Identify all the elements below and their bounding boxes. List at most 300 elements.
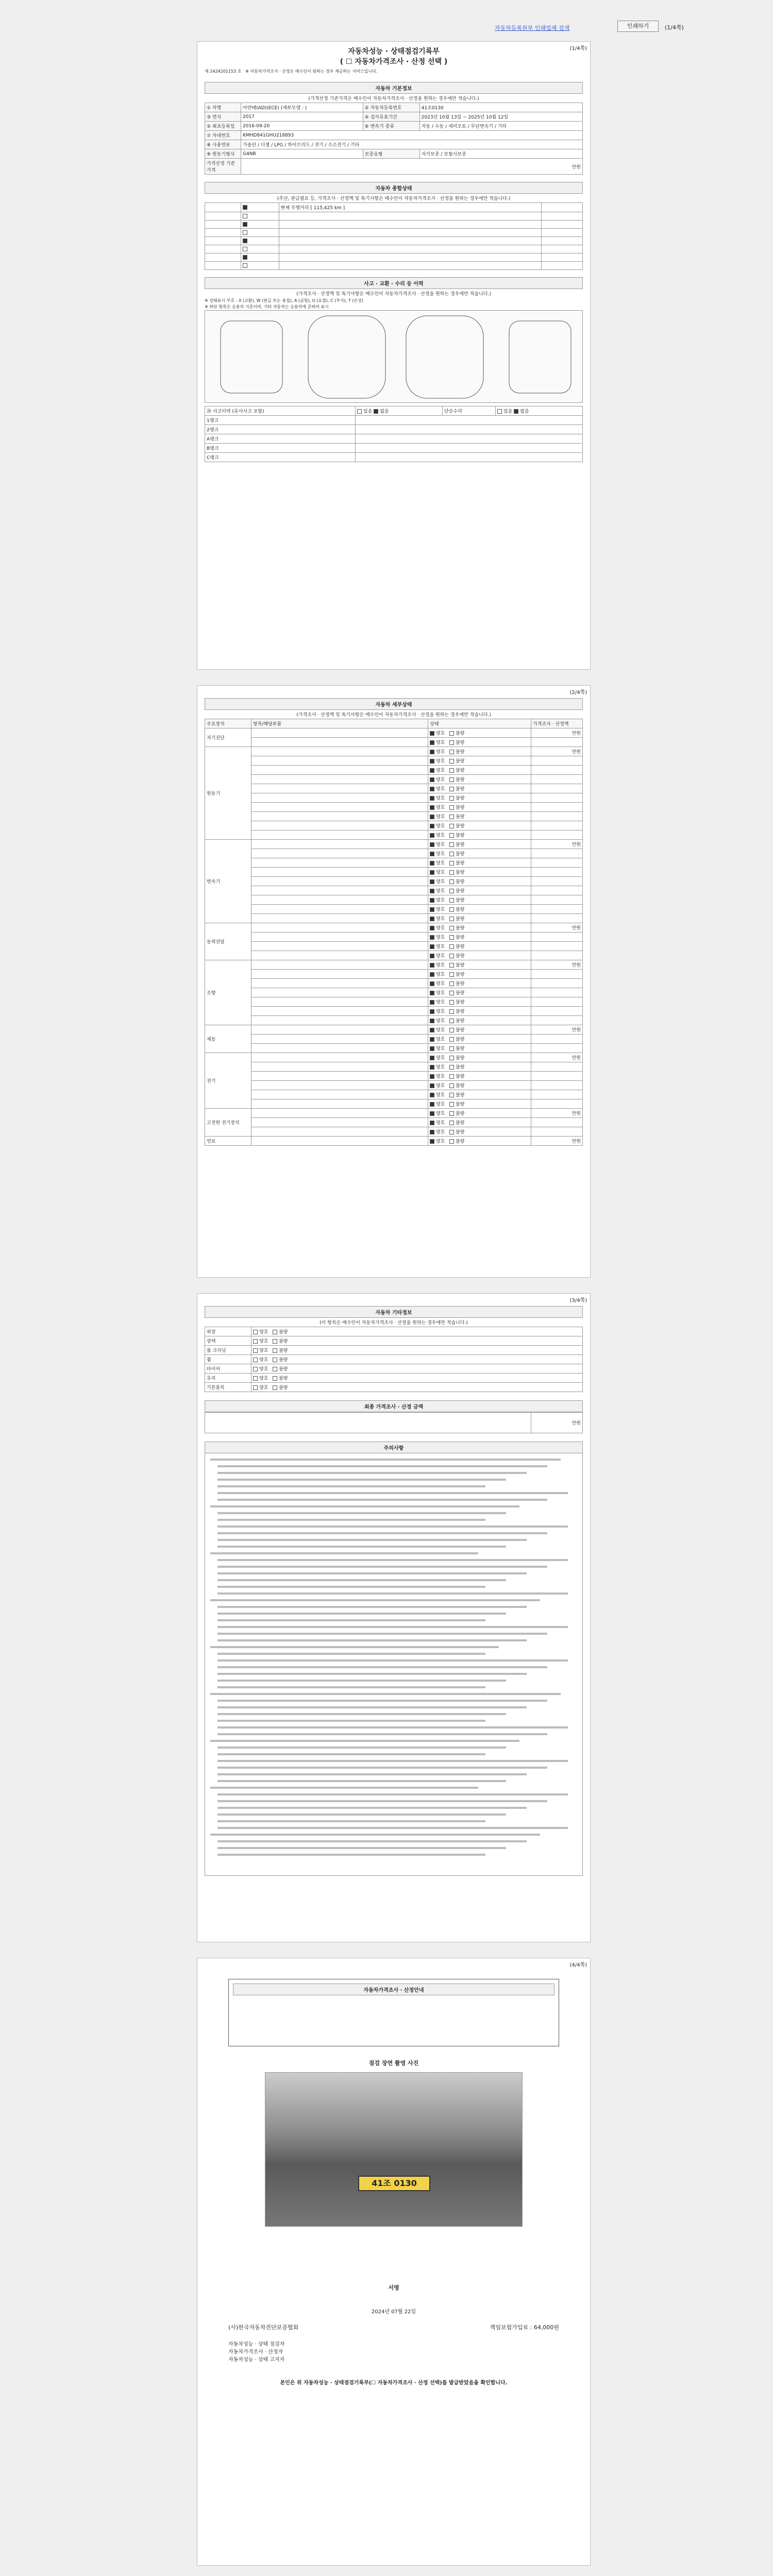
detail-status: 양호 불량 xyxy=(428,738,531,747)
text-line xyxy=(217,1807,527,1809)
rank-2: 2랭크 xyxy=(205,425,356,434)
checkbox xyxy=(253,1367,258,1371)
page-4 xyxy=(197,1958,591,2566)
detail-status: 양호 불량 xyxy=(428,1035,531,1044)
checkbox xyxy=(430,954,434,958)
legend-1: ※ 상태표시 부호 : X (교환), W (판금 또는 용접), A (긁힘), U (요철), C (부식), T (손상) xyxy=(205,298,364,303)
detail-group: 동력전달 xyxy=(205,923,251,960)
rank-c: C랭크 xyxy=(205,453,356,462)
text-line xyxy=(217,1479,506,1481)
detail-status: 양호 불량 xyxy=(428,960,531,970)
detail-price xyxy=(531,793,583,803)
detail-item xyxy=(251,914,428,923)
detail-item xyxy=(251,933,428,942)
detail-status: 양호 불량 xyxy=(428,988,531,997)
detail-table xyxy=(205,719,583,1146)
checkbox xyxy=(449,796,454,801)
text-line xyxy=(210,1505,519,1507)
checkbox xyxy=(449,1065,454,1070)
accident-title: 사고 · 교환 · 수리 등 이력 xyxy=(205,277,583,289)
detail-price xyxy=(531,942,583,951)
basic-info-table xyxy=(205,103,583,175)
text-line xyxy=(217,1720,485,1722)
detail-row xyxy=(205,1109,583,1118)
checkbox xyxy=(430,991,434,995)
text-line xyxy=(210,1740,519,1742)
checkbox xyxy=(430,1019,434,1023)
detail-price xyxy=(531,766,583,775)
checkbox xyxy=(273,1367,277,1371)
detail-price xyxy=(531,1099,583,1109)
detail-status: 양호 불량 xyxy=(428,997,531,1007)
detail-price xyxy=(531,997,583,1007)
page-1 xyxy=(197,41,591,670)
detail-item xyxy=(251,803,428,812)
detail-item xyxy=(251,747,428,756)
car-diagram xyxy=(205,310,583,403)
detail-item xyxy=(251,1053,428,1062)
detail-status: 양호 불량 xyxy=(428,1062,531,1072)
text-line xyxy=(217,1666,547,1668)
checkbox xyxy=(430,759,434,764)
other-status: 양호 불량 xyxy=(251,1374,583,1383)
detail-price xyxy=(531,886,583,895)
detail-price xyxy=(531,1044,583,1053)
checkbox xyxy=(374,409,378,414)
detail-status: 양호 불량 xyxy=(428,849,531,858)
page-number: (3/4쪽) xyxy=(569,1298,587,1303)
doc-subtitle: ( ☐ 자동차가격조사 · 산정 선택 ) xyxy=(340,58,448,66)
valid-label: ④ 검사유효기간 xyxy=(363,112,419,122)
detail-row xyxy=(205,979,583,988)
checkbox xyxy=(449,1111,454,1116)
detail-status: 양호 불량 xyxy=(428,1137,531,1146)
doc-number: 제 2424201153 호 xyxy=(205,69,242,74)
detail-item xyxy=(251,1137,428,1146)
year-label: ③ 연식 xyxy=(205,112,241,122)
checkbox xyxy=(430,898,434,903)
detail-price: 만원 xyxy=(531,1025,583,1035)
checkbox xyxy=(449,1074,454,1079)
detail-status: 양호 불량 xyxy=(428,877,531,886)
detail-status: 양호 불량 xyxy=(428,942,531,951)
col-item: 항목/해당부품 xyxy=(251,719,428,728)
checkbox xyxy=(449,907,454,912)
text-line xyxy=(217,1793,568,1795)
detail-group: 전기 xyxy=(205,1053,251,1109)
detail-price xyxy=(531,979,583,988)
detail-item xyxy=(251,1025,428,1035)
detail-status: 양호 불량 xyxy=(428,756,531,766)
checkbox xyxy=(430,963,434,968)
detail-item xyxy=(251,1035,428,1044)
checkbox xyxy=(430,870,434,875)
col-price: 가격조사 · 산정액 xyxy=(531,719,583,728)
checkbox xyxy=(449,777,454,782)
checkbox xyxy=(449,852,454,856)
checkbox xyxy=(449,759,454,764)
detail-price: 만원 xyxy=(531,728,583,738)
detail-item xyxy=(251,831,428,840)
page-count: (1/4쪽) xyxy=(665,24,684,31)
accident-sub: (가격조사 · 산정액 및 특기사항은 매수인이 자동차가격조사 · 산정을 원하는 경우에만 적습니다.) xyxy=(296,292,491,297)
text-line xyxy=(217,1586,485,1588)
detail-item xyxy=(251,970,428,979)
checkbox xyxy=(430,731,434,736)
detail-group: 조향 xyxy=(205,960,251,1025)
checkbox xyxy=(449,750,454,754)
detail-row xyxy=(205,933,583,942)
warranty-label: 보증유형 xyxy=(363,149,419,159)
detail-item xyxy=(251,1072,428,1081)
basic-info-sub: (가격산정 기준가격은 매수인이 자동차가격조사 · 산정을 원하는 경우에만 적습니다.) xyxy=(308,96,479,101)
detail-row xyxy=(205,923,583,933)
detail-price xyxy=(531,868,583,877)
col-device: 주요장치 xyxy=(205,719,251,728)
carname-label: ① 차명 xyxy=(205,103,241,112)
detail-row xyxy=(205,1127,583,1137)
detail-price xyxy=(531,970,583,979)
text-line xyxy=(217,1760,568,1762)
detail-title: 자동차 세부상태 xyxy=(205,698,583,710)
checkbox xyxy=(449,991,454,995)
valid-value: 2023년 10월 13일 ~ 2025년 10월 12일 xyxy=(419,112,582,122)
firstreg-value: 2016-09-20 xyxy=(241,122,363,131)
detail-item xyxy=(251,840,428,849)
detail-item xyxy=(251,1081,428,1090)
detail-status: 양호 불량 xyxy=(428,1072,531,1081)
checkbox xyxy=(430,935,434,940)
other-item: 광택 xyxy=(205,1336,251,1346)
checkbox xyxy=(449,1130,454,1134)
other-row xyxy=(205,1383,583,1392)
text-line xyxy=(217,1572,527,1574)
checkbox xyxy=(253,1376,258,1381)
detail-group: 고전원 전기장치 xyxy=(205,1109,251,1137)
detail-row xyxy=(205,1099,583,1109)
fuel-value: 가솔린 / 디젤 / LPG / 하이브리드 / 전기 / 수소전기 / 기타 xyxy=(241,140,583,149)
registry-link[interactable]: 자동차등록원부 인쇄업체 검색 xyxy=(495,25,570,31)
fee-amount: 책임보험가입료 : 64,000원 xyxy=(490,2324,559,2331)
text-line xyxy=(217,1512,506,1514)
detail-item xyxy=(251,988,428,997)
checkbox xyxy=(430,824,434,828)
text-line xyxy=(217,1814,506,1816)
checkbox xyxy=(449,1121,454,1125)
detail-row xyxy=(205,960,583,970)
text-line xyxy=(210,1552,478,1554)
text-line xyxy=(217,1773,527,1775)
other-title: 자동차 기타정보 xyxy=(205,1306,583,1318)
detail-status: 양호 불량 xyxy=(428,803,531,812)
checkbox xyxy=(253,1330,258,1334)
other-status: 양호 불량 xyxy=(251,1346,583,1355)
text-line xyxy=(217,1633,547,1635)
text-line xyxy=(217,1847,506,1849)
detail-status: 양호 불량 xyxy=(428,831,531,840)
rank-1: 1랭크 xyxy=(205,416,356,425)
checkbox xyxy=(430,1028,434,1032)
checkbox xyxy=(449,1046,454,1051)
detail-row xyxy=(205,988,583,997)
col-status: 상태 xyxy=(428,719,531,728)
detail-status: 양호 불량 xyxy=(428,1025,531,1035)
checkbox xyxy=(273,1348,277,1353)
top-toolbar xyxy=(495,21,763,33)
car-top-front xyxy=(308,316,385,398)
detail-item xyxy=(251,923,428,933)
detail-row xyxy=(205,1035,583,1044)
checkbox xyxy=(243,255,247,260)
detail-item xyxy=(251,1090,428,1099)
detail-row xyxy=(205,821,583,831)
text-line xyxy=(217,1726,568,1728)
other-item: 기본품목 xyxy=(205,1383,251,1392)
detail-row xyxy=(205,895,583,905)
detail-item xyxy=(251,775,428,784)
text-line xyxy=(210,1599,540,1601)
detail-row xyxy=(205,840,583,849)
text-line xyxy=(217,1753,485,1755)
detail-price xyxy=(531,1035,583,1044)
detail-status: 양호 불량 xyxy=(428,979,531,988)
detail-row xyxy=(205,858,583,868)
checkbox xyxy=(449,889,454,893)
text-line xyxy=(217,1686,485,1688)
car-side-right xyxy=(509,321,571,393)
checkbox xyxy=(449,768,454,773)
detail-row xyxy=(205,914,583,923)
price-unit: 만원 xyxy=(241,159,583,175)
checkbox xyxy=(449,1083,454,1088)
checkbox xyxy=(514,409,518,414)
detail-price: 만원 xyxy=(531,840,583,849)
detail-status: 양호 불량 xyxy=(428,1053,531,1062)
detail-price xyxy=(531,1081,583,1090)
detail-item xyxy=(251,868,428,877)
detail-row xyxy=(205,747,583,756)
detail-price xyxy=(531,1127,583,1137)
guide-title: 자동차가격조사 · 산정안내 xyxy=(233,1984,554,1995)
checkbox xyxy=(430,926,434,930)
checkbox xyxy=(449,972,454,977)
detail-row xyxy=(205,1016,583,1025)
detail-row xyxy=(205,997,583,1007)
checkbox xyxy=(449,731,454,736)
basic-info-title: 자동차 기본정보 xyxy=(205,82,583,94)
detail-price: 만원 xyxy=(531,747,583,756)
detail-row xyxy=(205,868,583,877)
text-line xyxy=(217,1472,527,1474)
text-line xyxy=(210,1459,561,1461)
detail-price: 만원 xyxy=(531,923,583,933)
detail-item xyxy=(251,1118,428,1127)
checkbox xyxy=(430,805,434,810)
detail-price xyxy=(531,877,583,886)
other-row xyxy=(205,1336,583,1346)
detail-row xyxy=(205,1072,583,1081)
detail-row xyxy=(205,1053,583,1062)
text-line xyxy=(217,1840,527,1842)
text-line xyxy=(217,1485,485,1487)
guide-body xyxy=(233,1995,554,2042)
text-line xyxy=(217,1820,485,1822)
sign-date: 2024년 07월 22일 xyxy=(371,2309,416,2315)
checkbox xyxy=(243,239,247,243)
detail-item xyxy=(251,1016,428,1025)
checkbox xyxy=(430,1056,434,1060)
text-line xyxy=(217,1499,547,1501)
text-line xyxy=(217,1639,527,1641)
checkbox xyxy=(449,1056,454,1060)
detail-price xyxy=(531,1118,583,1127)
detail-price: 만원 xyxy=(531,1053,583,1062)
checkbox xyxy=(273,1385,277,1390)
notice-title: 주의사항 xyxy=(205,1442,583,1453)
detail-status: 양호 불량 xyxy=(428,1016,531,1025)
status-sub: (추산, 판금필요 등, 가격조사 · 산정액 및 특기사항은 매수인이 자동차가격조사 · 산정을 원하는 경우에만 적습니다.) xyxy=(277,196,511,201)
detail-item xyxy=(251,1044,428,1053)
other-row xyxy=(205,1364,583,1374)
checkbox xyxy=(449,787,454,791)
checkbox xyxy=(430,1046,434,1051)
text-line xyxy=(210,1834,540,1836)
checkbox xyxy=(449,842,454,847)
checkbox xyxy=(449,815,454,819)
detail-row xyxy=(205,1090,583,1099)
status-table xyxy=(205,202,583,270)
car-side-left xyxy=(221,321,282,393)
checkbox xyxy=(449,870,454,875)
checkbox xyxy=(430,981,434,986)
detail-item xyxy=(251,942,428,951)
checkbox xyxy=(430,879,434,884)
text-line xyxy=(217,1592,568,1595)
detail-status: 양호 불량 xyxy=(428,1007,531,1016)
car-outline-svg xyxy=(205,311,583,402)
detail-item xyxy=(251,728,428,738)
detail-sub: (가격조사 · 산정액 및 특기사항은 매수인이 자동차가격조사 · 산정을 원하는 경우에만 적습니다.) xyxy=(296,713,491,718)
detail-item xyxy=(251,1062,428,1072)
checkbox xyxy=(449,1102,454,1107)
detail-row xyxy=(205,803,583,812)
detail-price xyxy=(531,784,583,793)
checkbox xyxy=(243,214,247,218)
checkbox xyxy=(449,898,454,903)
checkbox xyxy=(449,954,454,958)
checkbox xyxy=(243,222,247,227)
detail-price xyxy=(531,738,583,747)
detail-status: 양호 불량 xyxy=(428,821,531,831)
checkbox xyxy=(273,1339,277,1344)
detail-status: 양호 불량 xyxy=(428,951,531,960)
trans-label: ⑥ 변속기 종류 xyxy=(363,122,419,131)
checkbox xyxy=(449,917,454,921)
carname-detail: (세부모델 : ) xyxy=(280,106,307,111)
detail-status: 양호 불량 xyxy=(428,1127,531,1137)
doc-notice: ※ 자동차가격조사 · 산정은 매수인이 원하는 경우 제공하는 서비스입니다. xyxy=(245,69,378,74)
detail-item xyxy=(251,886,428,895)
detail-status: 양호 불량 xyxy=(428,766,531,775)
page-number: (2/4쪽) xyxy=(569,690,587,696)
text-line xyxy=(217,1613,506,1615)
detail-status: 양호 불량 xyxy=(428,784,531,793)
detail-status: 양호 불량 xyxy=(428,858,531,868)
detail-item xyxy=(251,997,428,1007)
checkbox xyxy=(449,833,454,838)
text-line xyxy=(217,1559,568,1561)
detail-row xyxy=(205,905,583,914)
checkbox xyxy=(430,777,434,782)
vin-label: ⑦ 차대번호 xyxy=(205,131,241,140)
text-line xyxy=(217,1780,506,1782)
checkbox xyxy=(430,861,434,866)
detail-row xyxy=(205,1081,583,1090)
text-line xyxy=(217,1767,547,1769)
detail-item xyxy=(251,877,428,886)
print-button[interactable]: 인쇄하기 xyxy=(617,21,659,32)
text-line xyxy=(217,1519,485,1521)
detail-status: 양호 불량 xyxy=(428,895,531,905)
detail-status: 양호 불량 xyxy=(428,933,531,942)
checkbox xyxy=(430,750,434,754)
detail-row xyxy=(205,793,583,803)
text-line xyxy=(210,1646,499,1648)
checkbox xyxy=(273,1330,277,1334)
checkbox xyxy=(430,1037,434,1042)
detail-item xyxy=(251,1007,428,1016)
page-number: (4/4쪽) xyxy=(569,1962,587,1968)
detail-status: 양호 불량 xyxy=(428,747,531,756)
detail-price: 만원 xyxy=(531,1137,583,1146)
detail-price xyxy=(531,821,583,831)
checkbox xyxy=(273,1358,277,1362)
detail-item xyxy=(251,1109,428,1118)
detail-price xyxy=(531,775,583,784)
detail-row xyxy=(205,1044,583,1053)
checkbox xyxy=(430,796,434,801)
checkbox xyxy=(243,205,247,210)
accident-table: ⑳ 사고이력 (유사사고 포함) 있음 없음 단순수리 있음 없음 1랭크 2랭크 A랭크 B랭크 C랭크 xyxy=(205,406,583,462)
detail-row xyxy=(205,886,583,895)
detail-item xyxy=(251,858,428,868)
detail-item xyxy=(251,849,428,858)
detail-price xyxy=(531,831,583,840)
text-line xyxy=(210,1787,478,1789)
detail-group: 제동 xyxy=(205,1025,251,1053)
detail-price xyxy=(531,988,583,997)
checkbox xyxy=(430,889,434,893)
detail-price xyxy=(531,951,583,960)
vin-value: KMHD841GHU218893 xyxy=(241,131,583,140)
detail-price: 만원 xyxy=(531,960,583,970)
firstreg-label: ⑤ 최초등록일 xyxy=(205,122,241,131)
text-line xyxy=(217,1827,568,1829)
detail-row xyxy=(205,1062,583,1072)
text-line xyxy=(217,1713,506,1715)
other-item: 타이어 xyxy=(205,1364,251,1374)
status-title: 자동차 종합상태 xyxy=(205,182,583,194)
detail-status: 양호 불량 xyxy=(428,1109,531,1118)
detail-item xyxy=(251,738,428,747)
text-line xyxy=(217,1492,568,1494)
detail-item xyxy=(251,766,428,775)
checkbox xyxy=(430,1065,434,1070)
detail-item xyxy=(251,895,428,905)
text-line xyxy=(217,1626,568,1628)
text-line xyxy=(217,1619,485,1621)
checkbox xyxy=(430,852,434,856)
